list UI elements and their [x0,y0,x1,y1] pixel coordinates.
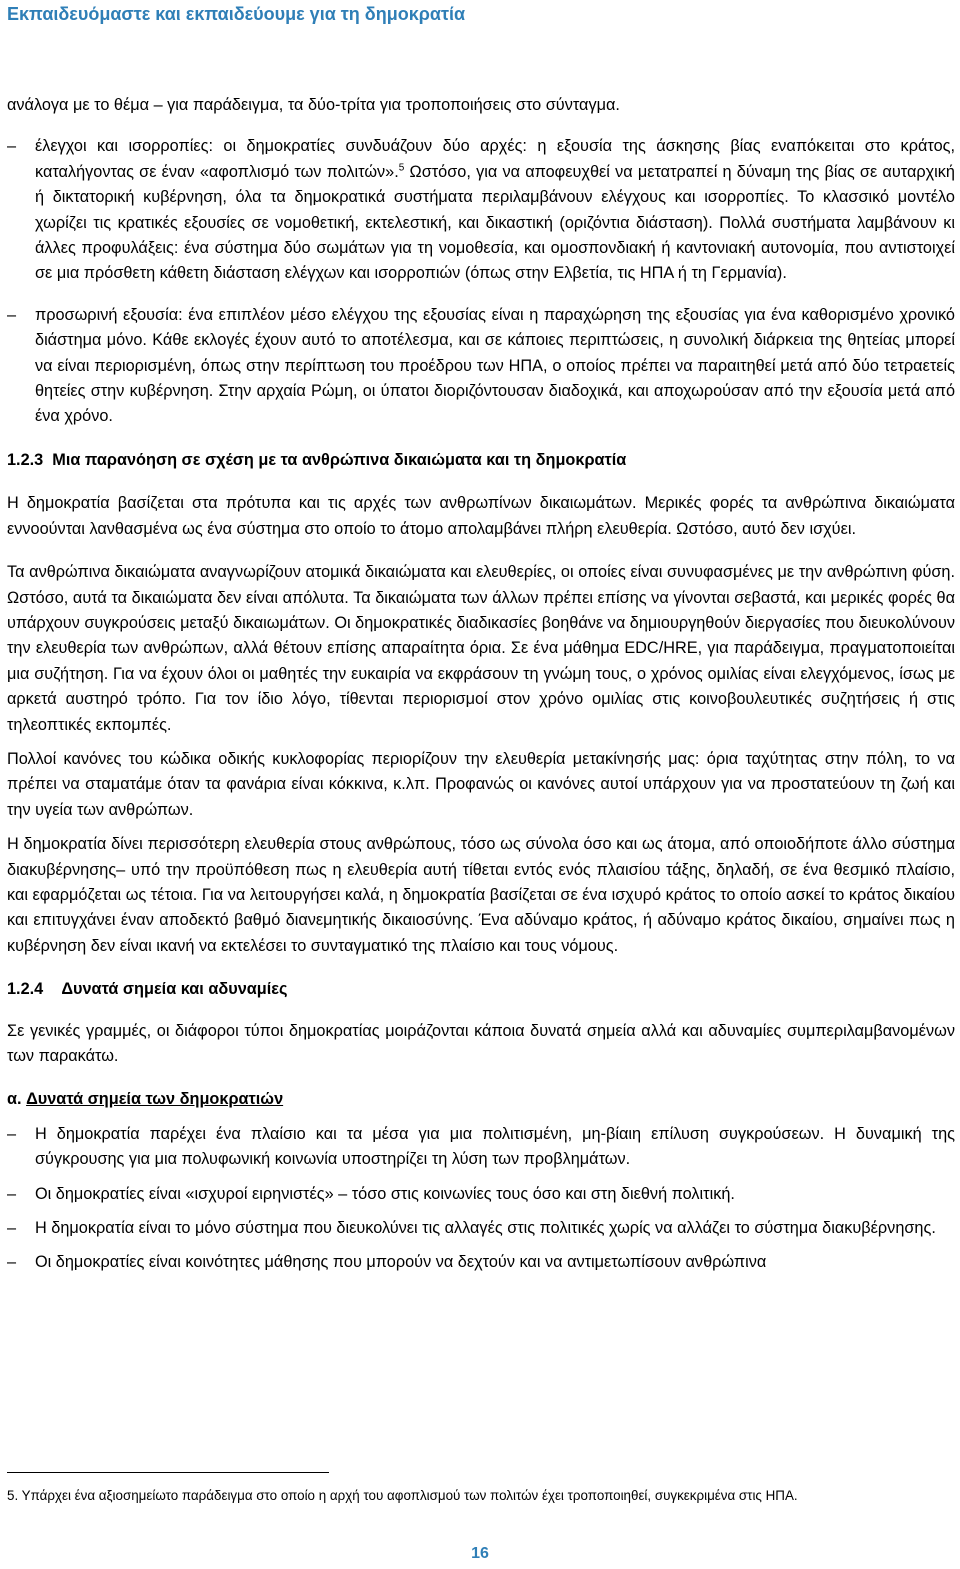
dash-bullet: – [7,1184,17,1203]
list-item [7,1250,955,1275]
list-item [7,1182,955,1207]
running-header-title: Εκπαιδευόμαστε και εκπαιδεύουμε για τη δημοκρατία [7,4,466,24]
list-item [7,1216,955,1241]
dash-bullet: – [7,1253,17,1272]
list-item-text: Η δημοκρατία είναι το μόνο σύστημα που διευκολύνει τις αλλαγές στις πολιτικές χωρίς να αλλάζει το σύστημα διακυβέρνησης. [35,1219,936,1238]
list-item-text: προσωρινή εξουσία: ένα επιπλέον μέσο ελέγχου της εξουσίας είναι η παραχώρηση της εξουσίας για ένα καθορισμένο χρονικό διάστημα μόνο. Κάθε εκλογές έχουν αυτό το αποτέλεσμα, και σε κάποιες περιπτώσεις, η συνολική διάρκεια της θητείας μπορεί να είναι περιορισμένη, όπως στην περίπτωση του προέδρου των ΗΠΑ, ο οποίος πρέπει να παραιτηθεί μετά από δύο τετραετείς θητείες στην κυβέρνηση. Στην αρχαία Ρώμη, οι ύπατοι διοριζόντουσαν διαδοχικά, και αποχωρούσαν από την εξουσία μετά από ένα χρόνο. [35,305,955,426]
section-heading-1-2-3 [7,448,955,473]
dash-bullet: – [7,137,17,156]
subsection-heading [7,1087,955,1112]
footnote-5: 5. Υπάρχει ένα αξιοσημείωτο παράδειγμα στο οποίο η αρχή του αφοπλισμού των πολιτών έχει τροποποιηθεί, συγκεκριμένα στις ΗΠΑ. [7,1488,798,1503]
section-number: 1.2.4 [7,980,44,999]
paragraph: Σε γενικές γραμμές, οι διάφοροι τύποι δημοκρατίας μοιράζονται κάποια δυνατά σημεία αλλά και αδυναμίες συμπεριλαμβανομένων των παρακάτω. [7,1021,955,1065]
page-body [7,93,955,1276]
footnote-divider [7,1472,329,1473]
section-title: Δυνατά σημεία και αδυναμίες [61,980,288,999]
list-item-temporary-power [7,303,955,430]
section-title: Μια παρανόηση σε σχέση με τα ανθρώπινα δικαιώματα και τη δημοκρατία [52,450,627,469]
paragraph: Η δημοκρατία βασίζεται στα πρότυπα και τις αρχές των ανθρωπίνων δικαιωμάτων. Μερικές φορές τα ανθρώπινα δικαιώματα εννοούνται λανθασμένα ως ένα σύστημα στο οποίο το άτομο απολαμβάνει πλήρη ελευθερία. Ωστόσο, αυτό δεν ισχύει. [7,494,955,538]
list-item-text-continued: Ωστόσο, για να αποφευχθεί να μετατραπεί η δύναμη της βίας σε αυταρχική ή δικτατορική κυβέρνηση, όλα τα δημοκρατικά συστήματα περιλαμβάνουν ελέγχους και ισορροπίες. Το κλασσικό μοντέλο χωρίζει τις κρατικές εξουσίες σε νομοθετική, εκτελεστική, και δικαστική (οριζόντια διάσταση). Πολλά συστήματα λαμβάνουν κι άλλες προφυλάξεις: ένα σύστημα δύο σωμάτων για τη νομοθεσία, και ομοσπονδιακή ή καντονιακή αυτονομία, που αντιστοιχεί σε μια πρόσθετη κάθετη διάσταση ελέγχων και ισορροπιών (όπως στην Ελβετία, τις ΗΠΑ ή τη Γερμανία). [35,162,955,283]
subsection-title: Δυνατά σημεία των δημοκρατιών [26,1090,284,1109]
footnote-reference[interactable]: 5 [398,162,405,174]
list-item-text: Οι δημοκρατίες είναι κοινότητες μάθησης που μπορούν να δεχτούν και να αντιμετωπίσουν ανθρώπινα [35,1253,767,1272]
continuation-paragraph: ανάλογα με το θέμα – για παράδειγμα, τα δύο-τρίτα για τροποποιήσεις στο σύνταγμα. [7,96,620,114]
page-number: 16 [471,1545,489,1562]
subsection-letter: α. [7,1090,22,1109]
section-heading-1-2-4 [7,977,955,1002]
dash-bullet: – [7,305,17,324]
list-item-checks-and-balances [7,134,955,286]
dash-bullet: – [7,1219,17,1238]
list-item [7,1122,955,1173]
list-item-text: έλεγχοι και ισορροπίες: οι δημοκρατίες συνδυάζουν δύο αρχές: η εξουσία της άσκησης βίας εναπόκειται στο κράτος, καταλήγοντας σε έναν «αφοπλισμό των πολιτών». [35,137,955,181]
paragraph: Τα ανθρώπινα δικαιώματα αναγνωρίζουν ατομικά δικαιώματα και ελευθερίες, οι οποίες είναι συνυφασμένες με την ανθρώπινη φύση. Ωστόσο, αυτά τα δικαιώματα δεν είναι απόλυτα. Τα δικαιώματα των άλλων πρέπει επίσης να γίνονται σεβαστά, και μερικές φορές θα υπάρχουν συγκρούσεις μεταξύ δικαιωμάτων. Οι δημοκρατικές διαδικασίες βοηθάνε να δημιουργηθούν διεργασίες που διευκολύνουν την ελευθερία των ανθρώπων, αλλά θέτουν επίσης απαραίτητα όρια. Σε ένα μάθημα EDC/HRE, για παράδειγμα, πραγματοποιείται μια συζήτηση. Για να έχουν όλοι οι μαθητές την ευκαιρία να εκφράσουν τη γνώμη τους, ο χρόνος ομιλίας είναι ελεγχόμενος, ίσως με αρκετά αυστηρό τρόπο. Για τον ίδιο λόγο, τίθενται περιορισμοί στον χρόνο ομιλίας στις κοινοβουλευτικές συζητήσεις ή στις τηλεοπτικές εκπομπές. [7,563,955,734]
paragraph: Πολλοί κανόνες του κώδικα οδικής κυκλοφορίας περιορίζουν την ελευθερία μετακίνησής μας: όρια ταχύτητας στην πόλη, το να πρέπει να σταματάμε όταν τα φανάρια είναι κόκκινα, κ.λπ. Προφανώς οι κανόνες αυτοί υπάρχουν για να προστατεύουν τη ζωή και την υγεία των ανθρώπων. [7,749,955,819]
list-item-text: Η δημοκρατία παρέχει ένα πλαίσιο και τα μέσα για μια πολιτισμένη, μη-βίαιη επίλυση συγκρούσεων. Η δυναμική της σύγκρουσης για μια πολυφωνική κοινωνία υποστηρίζει τη λύση των προβλημάτων. [35,1124,955,1169]
section-number: 1.2.3 [7,450,44,469]
list-item-text: Οι δημοκρατίες είναι «ισχυροί ειρηνιστές» – τόσο στις κοινωνίες τους όσο και στη διεθνή πολιτική. [35,1184,735,1203]
dash-bullet: – [7,1124,17,1143]
paragraph: Η δημοκρατία δίνει περισσότερη ελευθερία στους ανθρώπους, τόσο ως σύνολα όσο και ως άτομα, από οποιοδήποτε άλλο σύστημα διακυβέρνησης– υπό την προϋπόθεση πως η ελευθερία αυτή τίθεται εντός ενός πλαισίου τάξης, δηλαδή, σε ένα θεσμικό πλαίσιο, και εφαρμόζεται ως τέτοια. Για να λειτουργήσει καλά, η δημοκρατία βασίζεται σε ένα ισχυρό κράτος το οποίο ασκεί το κράτος δικαίου και επιτυγχάνει έναν αποδεκτό βαθμό διανεμητικής δικαιοσύνης. Ένα αδύναμο κράτος, ή αδύναμο κράτος δικαίου, σημαίνει πως η κυβέρνηση δεν είναι ικανή να εκτελέσει το συνταγματικό της πλαίσιο και τους νόμους. [7,835,955,955]
